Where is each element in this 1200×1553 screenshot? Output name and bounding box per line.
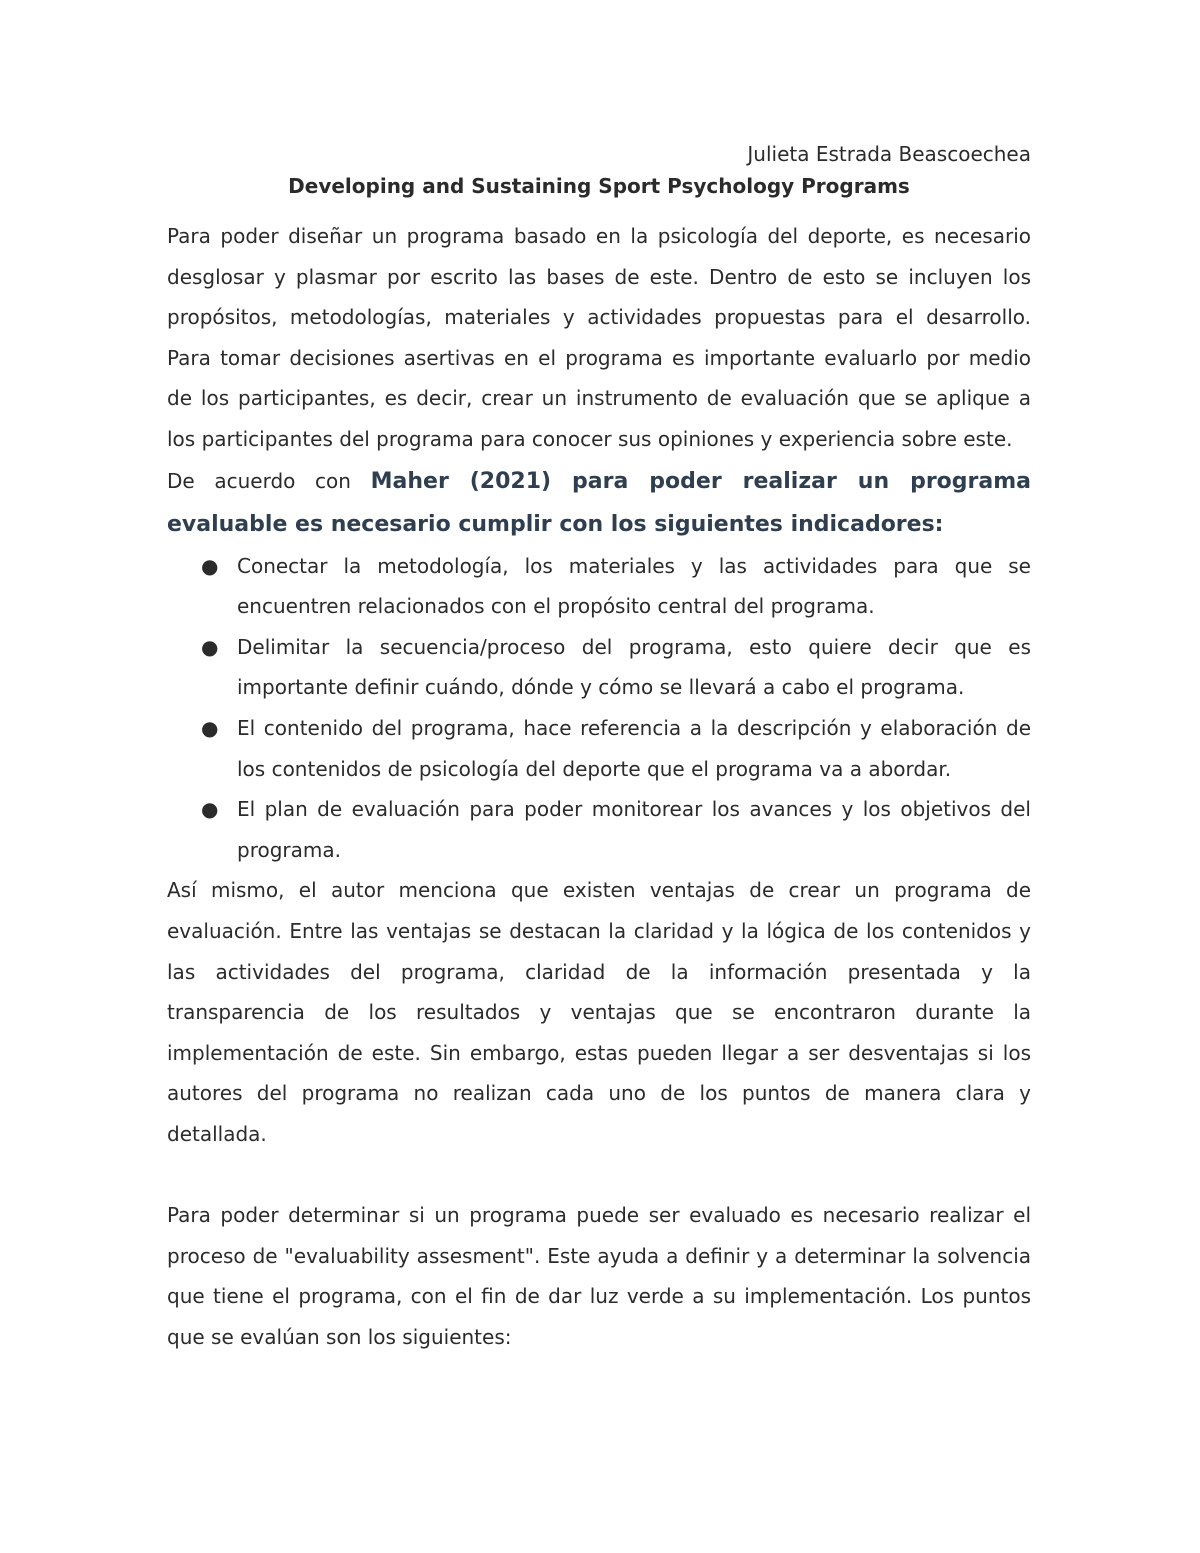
bullet-icon: ● [201,634,219,659]
list-item [201,789,1031,870]
paragraph-advantages: Así mismo, el autor menciona que existen ventajas de crear un programa de evaluación. Entre las ventajas se destacan la claridad y la lógica de los contenidos y las actividades del programa, claridad de la información presentada y la transparencia de los resultados y ventajas que se encontraron durante la implementación de este. Sin embargo, estas pueden llegar a ser desventajas si los autores del programa no realizan cada uno de los puntos de manera clara y detallada. [167,878,1031,1146]
maher-emphasis-text: Maher (2021) para poder realizar un programa evaluable es necesario cumplir con los siguientes indicadores: [167,468,1031,537]
list-item-text: El contenido del programa, hace referencia a la descripción y elaboración de los contenidos de psicología del deporte que el programa va a abordar. [237,715,1031,781]
bullet-icon: ● [201,715,219,740]
paragraph-maher-lead [167,460,1031,546]
maher-lead-text: De acuerdo con [167,468,371,493]
list-item-text: Delimitar la secuencia/proceso del programa, esto quiere decir que es importante definir cuándo, dónde y cómo se llevará a cabo el programa. [237,634,1031,700]
blank-line [167,1154,1031,1195]
paragraph-intro-program: Para poder diseñar un programa basado en la psicología del deporte, es necesario desglosar y plasmar por escrito las bases de este. Dentro de esto se incluyen los propósitos, metodologías, materiales y actividades propuestas para el desarrollo. Para tomar decisiones asertivas en el programa es importante evaluarlo por medio de los participantes, es decir, crear un instrumento de evaluación que se aplique a los participantes del programa para conocer sus opiniones y experiencia sobre este. [167,224,1031,451]
list-item [201,627,1031,708]
list-item-text: El plan de evaluación para poder monitorear los avances y los objetivos del programa. [237,797,1031,862]
list-item [201,546,1031,627]
document-body [167,138,1031,1357]
bullet-icon: ● [201,797,219,822]
author-name: Julieta Estrada Beascoechea [747,142,1031,166]
list-item-text: Conectar la metodología, los materiales y las actividades para que se encuentren relacionados con el propósito central del programa. [237,553,1031,619]
indicators-list [167,546,1031,871]
paragraph-evaluability: Para poder determinar si un programa puede ser evaluado es necesario realizar el proceso de "evaluability assesment". Este ayuda a definir y a determinar la solvencia que tiene el programa, con el fin de dar luz verde a su implementación. Los puntos que se evalúan son los siguientes: [167,1203,1031,1349]
document-title: Developing and Sustaining Sport Psychology Programs [288,174,910,198]
list-item [201,708,1031,789]
bullet-icon: ● [201,553,219,578]
